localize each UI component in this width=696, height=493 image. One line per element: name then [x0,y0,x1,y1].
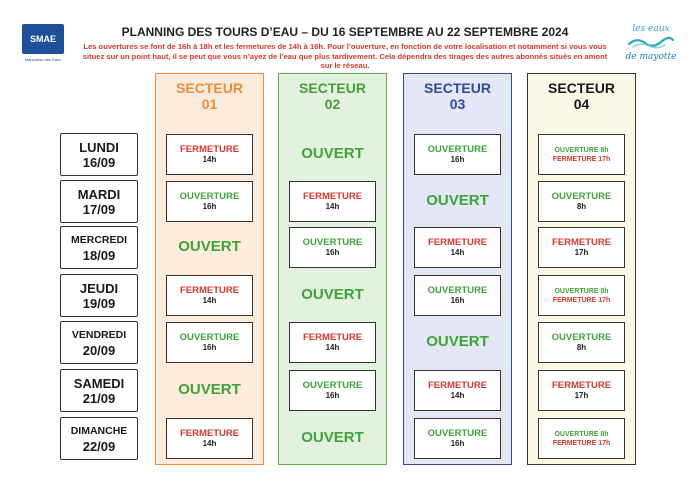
status-time: 14h [325,343,340,352]
sector-01-number: 01 [201,96,218,112]
schedule-cell [414,370,501,411]
day-name: MERCREDI [70,233,127,246]
open-status: OUVERT [426,192,489,209]
status-time: 16h [450,296,465,305]
smae-logo-mark: SMAE [22,24,64,54]
schedule-cell [538,134,625,175]
closing-status: FERMETURE [551,380,612,391]
day-date: 19/09 [82,295,116,311]
day-name: LUNDI [79,139,119,155]
schedule-cell [414,275,501,316]
opening-status: OUVERTURE [551,332,612,343]
opening-status: OUVERTURE [427,428,488,439]
day-date: 17/09 [82,201,116,217]
eaux-logo-line2: de mayotte [625,52,677,62]
status-time: 14h [202,155,217,164]
open-status: OUVERT [301,286,364,303]
schedule-cell [538,275,625,316]
status-time: 16h [450,439,465,448]
status-time: 16h [325,391,340,400]
closing-status: FERMETURE [179,285,240,296]
day-date: 20/09 [82,342,116,358]
smae-logo-subtitle: Mahoraise des Eaux [24,57,62,62]
sector-03-number: 03 [449,96,466,112]
schedule-cell [289,322,376,363]
sector-04-header [528,80,635,112]
opening-time: OUVERTURE 8h [554,146,609,154]
opening-time: OUVERTURE 8h [554,287,609,295]
day-name: MARDI [77,186,121,202]
page-title: PLANNING DES TOURS D’EAU – DU 16 SEPTEMBRE AU 22 SEPTEMBRE 2024 [121,25,569,39]
schedule-cell [414,227,501,268]
status-time: 16h [202,202,217,211]
schedule-cell [166,418,253,459]
schedule-cell [538,370,625,411]
sector-02-number: 02 [324,96,341,112]
closing-time: FERMETURE 17h [552,439,611,447]
status-time: 8h [576,202,587,211]
closing-status: FERMETURE [179,428,240,439]
open-status: OUVERT [426,333,489,350]
sector-02-header [279,80,386,112]
opening-status: OUVERTURE [179,191,240,202]
schedule-cell [538,322,625,363]
status-time: 16h [202,343,217,352]
sector-01-label: SECTEUR [176,80,243,96]
open-status: OUVERT [178,238,241,255]
opening-status: OUVERTURE [302,380,363,391]
status-time: 8h [576,343,587,352]
smae-logo [22,24,64,64]
schedule-cell [414,418,501,459]
opening-status: OUVERTURE [302,237,363,248]
closing-status: FERMETURE [551,237,612,248]
schedule-cell [289,370,376,411]
day-date: 22/09 [82,438,116,454]
schedule-cell [289,181,376,222]
wave-icon [627,35,675,49]
status-time: 17h [574,248,589,257]
status-time: 14h [450,391,465,400]
status-time: 14h [325,202,340,211]
closing-status: FERMETURE [302,191,363,202]
day-label [60,133,138,176]
opening-status: OUVERTURE [427,285,488,296]
day-date: 21/09 [82,390,116,406]
open-status: OUVERT [301,429,364,446]
schedule-notice: Les ouvertures se font de 16h à 18h et les fermetures de 14h à 16h. Pour l’ouverture, en fonction de votre localisation et notamment si vous vous situez sur un point haut, il se peut que vous n’ayez de l’eau que plus tardivement. Cela dépendra des tirages des autres abonnés situés en amont sur le réseau. [82,42,608,71]
eaux-logo-line1: les eaux [632,24,670,34]
schedule-cell [538,181,625,222]
day-label [60,417,138,460]
opening-status: OUVERTURE [427,144,488,155]
opening-time: OUVERTURE 8h [554,430,609,438]
closing-status: FERMETURE [427,380,488,391]
opening-status: OUVERTURE [551,191,612,202]
closing-status: FERMETURE [179,144,240,155]
closing-status: FERMETURE [302,332,363,343]
closing-time: FERMETURE 17h [552,296,611,304]
status-time: 14h [202,439,217,448]
status-time: 14h [450,248,465,257]
day-name: VENDREDI [71,328,127,341]
sector-04-number: 04 [573,96,590,112]
schedule-cell [538,227,625,268]
sector-01-column [155,73,264,465]
status-time: 16h [325,248,340,257]
day-label [60,274,138,317]
schedule-cell [166,322,253,363]
schedule-cell [166,181,253,222]
closing-time: FERMETURE 17h [552,155,611,163]
open-status: OUVERT [301,145,364,162]
opening-status: OUVERTURE [179,332,240,343]
sector-02-label: SECTEUR [299,80,366,96]
day-name: DIMANCHE [70,424,128,437]
sector-03-label: SECTEUR [424,80,491,96]
day-name: JEUDI [79,280,119,296]
schedule-cell [538,418,625,459]
day-date: 18/09 [82,247,116,263]
day-label [60,321,138,364]
schedule-cell [414,134,501,175]
schedule-cell [166,134,253,175]
day-label [60,226,138,269]
sector-03-header [404,80,511,112]
sector-01-header [156,80,263,112]
status-time: 16h [450,155,465,164]
open-status: OUVERT [178,381,241,398]
day-name: SAMEDI [73,375,125,391]
day-label [60,180,138,223]
eaux-de-mayotte-logo [622,24,680,68]
day-date: 16/09 [82,154,116,170]
status-time: 17h [574,391,589,400]
sector-04-label: SECTEUR [548,80,615,96]
schedule-cell [166,275,253,316]
status-time: 14h [202,296,217,305]
day-label [60,369,138,412]
schedule-cell [289,227,376,268]
closing-status: FERMETURE [427,237,488,248]
